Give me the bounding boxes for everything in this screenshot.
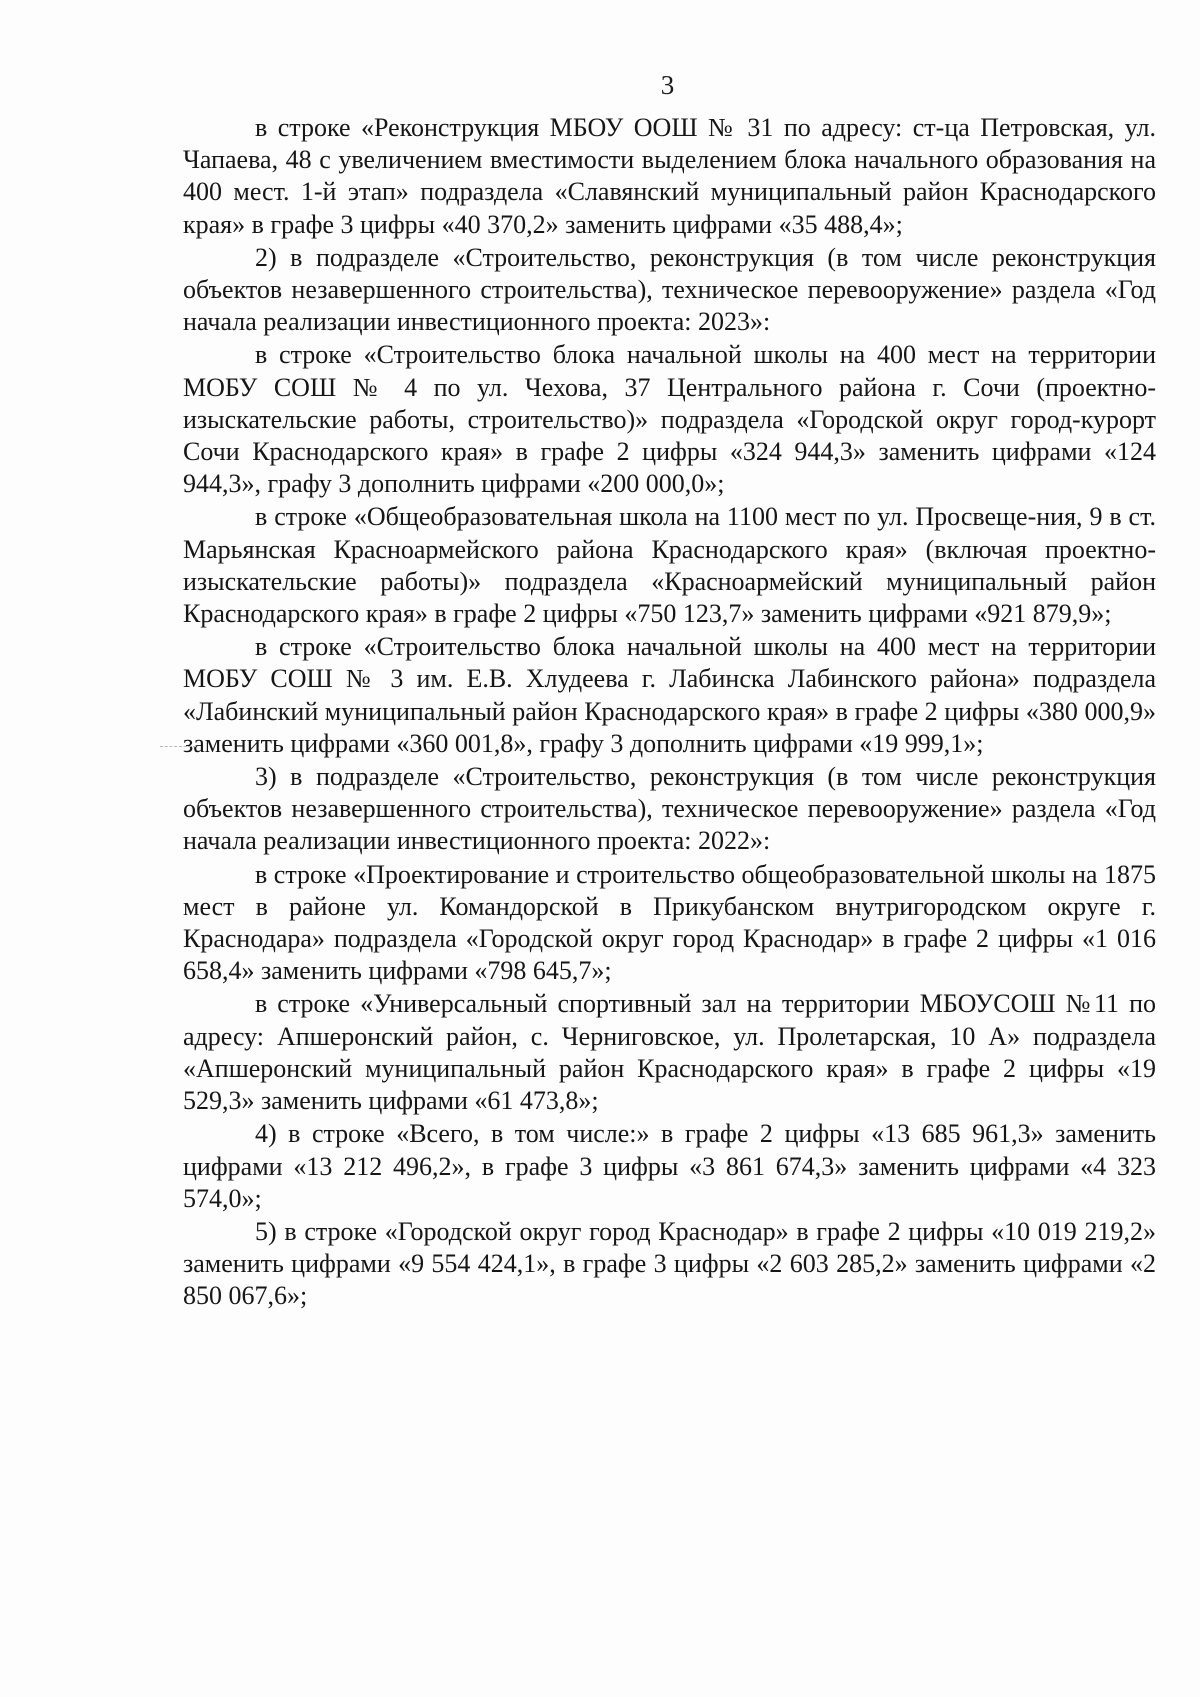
paragraph-item-4-total: 4) в строке «Всего, в том числе:» в графе 2 цифры «13 685 961,3» заменить цифрами «13 212 496,2», в графе 3 цифры «3 861 674,3» заменить цифрами «4 323 574,0»; xyxy=(183,1119,1156,1213)
paragraph-labinsk-school: в строке «Строительство блока начальной школы на 400 мест на территории МОБУ СОШ № 3 им. Е.В. Хлудеева г. Лабинска Лабинского района» подраздела «Лабинский муниципальный район Краснодарского края» в графе 2 цифры «380 000,9» заменить цифрами «360 001,8», графу 3 дополнить цифрами «19 999,1»; xyxy=(183,632,1156,758)
page-number: 3 xyxy=(660,70,675,100)
paragraph-petrovskaya-school: в строке «Реконструкция МБОУ ООШ № 31 по адресу: ст-ца Петровская, ул. Чапаева, 48 с увеличением вместимости выделением блока начального образования на 400 мест. 1-й этап» подраздела «Славянский муниципальный район Краснодарского края» в графе 3 цифры «40 370,2» заменить цифрами «35 488,4»; xyxy=(183,113,1156,239)
paragraph-krasnodar-school: в строке «Проектирование и строительство общеобразовательной школы на 1875 мест в районе ул. Командорской в Прикубанском внутригородском округе г. Краснодара» подраздела «Городской округ город Краснодар» в графе 2 цифры «1 016 658,4» заменить цифрами «798 645,7»; xyxy=(183,859,1156,986)
paragraph-apsheronsk-sports-hall: в строке «Универсальный спортивный зал на территории МБОУСОШ №11 по адресу: Апшеронский район, с. Черниговское, ул. Пролетарская, 10 А» подраздела «Апшеронский муниципальный район Краснодарского края» в графе 2 цифры «19 529,3» заменить цифрами «61 473,8»; xyxy=(183,989,1156,1116)
paragraph-sochi-school: в строке «Строительство блока начальной школы на 400 мест на территории МОБУ СОШ № 4 по ул. Чехова, 37 Центрального района г. Сочи (проектно-изыскательские работы, строительство)» подраздела «Городской округ город-курорт Сочи Краснодарского края» в графе 2 цифры «324 944,3» заменить цифрами «124 944,3», графу 3 дополнить цифрами «200 000,0»; xyxy=(183,340,1156,499)
paragraph-item-3-subsection-2022: 3) в подразделе «Строительство, реконструкция (в том числе реконструкция объектов незавершенного строительства), техническое перевооружение» раздела «Год начала реализации инвестиционного проекта: 2022»: xyxy=(183,762,1156,856)
paragraph-item-2-subsection-2023: 2) в подразделе «Строительство, реконструкция (в том числе реконструкция объектов незавершенного строительства), техническое перевооружение» раздела «Год начала реализации инвестиционного проекта: 2023»: xyxy=(183,242,1156,337)
scan-margin-mark xyxy=(160,746,196,749)
paragraph-item-5-krasnodar-total: 5) в строке «Городской округ город Краснодар» в графе 2 цифры «10 019 219,2» заменить цифрами «9 554 424,1», в графе 3 цифры «2 603 285,2» заменить цифрами «2 850 067,6»; xyxy=(183,1216,1156,1311)
paragraph-maryanskaya-school: в строке «Общеобразовательная школа на 1100 мест по ул. Просвеще-ния, 9 в ст. Марьянская Красноармейского района Краснодарского края» (включая проектно-изыскательские работы)» подраздела «Красноармейский муниципальный район Краснодарского края» в графе 2 цифры «750 123,7» заменить цифрами «921 879,9»; xyxy=(183,502,1156,629)
document-body xyxy=(183,112,1156,1313)
